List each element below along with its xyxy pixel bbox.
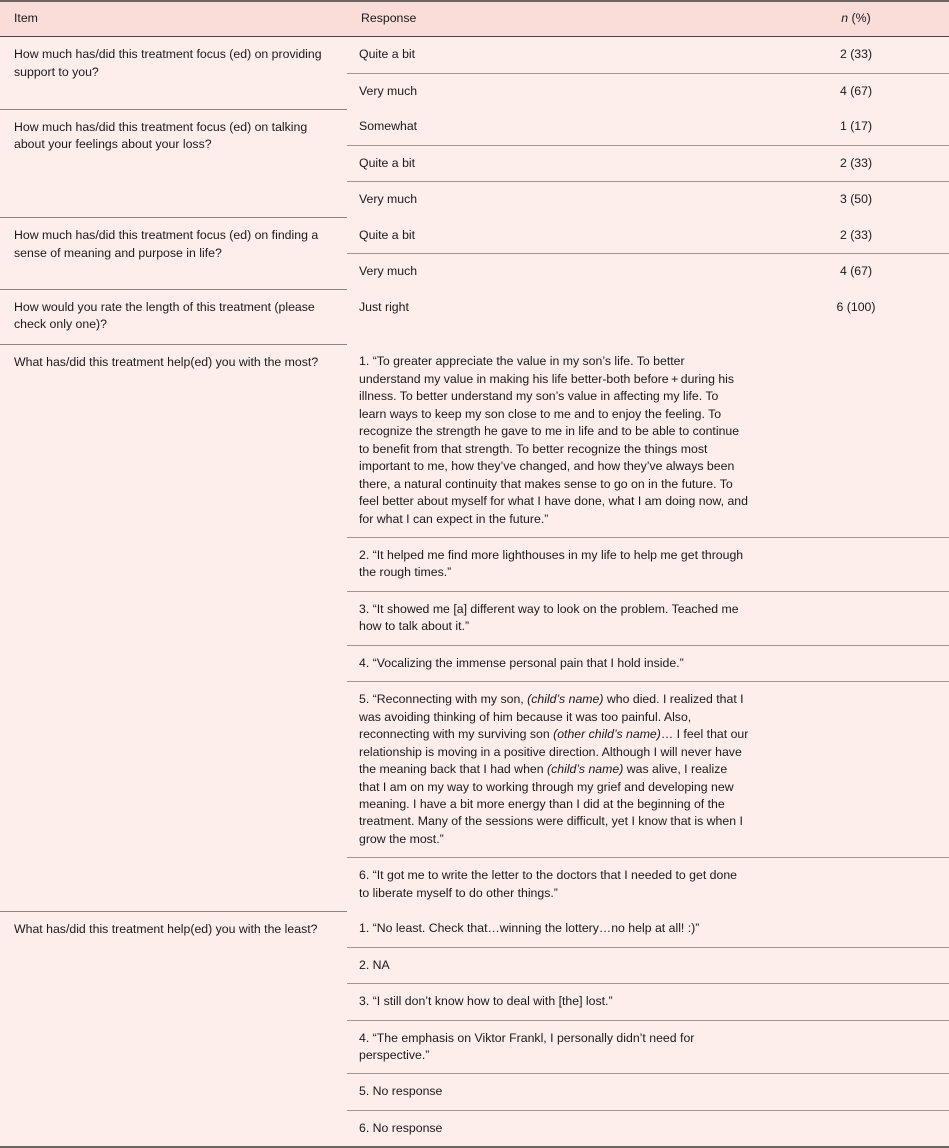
n-percent-cell	[763, 947, 949, 983]
n-percent-cell	[763, 591, 949, 645]
n-percent-cell	[763, 911, 949, 947]
table-header	[0, 2, 949, 37]
n-percent-cell	[763, 984, 949, 1020]
response-cell: Quite a bit	[347, 218, 763, 254]
response-cell: Quite a bit	[347, 37, 763, 73]
response-cell	[347, 1020, 763, 1074]
percent-label: (%)	[848, 11, 871, 25]
item-question-cell: How much has/did this treatment focus (ed) on providing support to you?	[0, 37, 347, 109]
n-percent-cell	[763, 682, 949, 858]
n-percent-cell: 6 (100)	[763, 290, 949, 345]
response-quote: 4. “Vocalizing the immense personal pain that I hold inside.”	[359, 655, 684, 670]
n-percent-cell: 4 (67)	[763, 73, 949, 109]
response-cell	[347, 591, 763, 645]
table-row	[0, 218, 949, 254]
response-cell: Very much	[347, 254, 763, 290]
item-question-cell: What has/did this treatment help(ed) you with the least?	[0, 911, 347, 1146]
n-symbol: n	[841, 11, 849, 25]
response-quote: 5. “Reconnecting with my son, (child’s name) who died. I realized that I was avoiding thinking of him because it was too painful. Also, reconnecting with my surviving son (other child’s name)… I feel that our relationship is moving in a positive direction. Although I will never have the meaning back that I had when (child’s name) was alive, I realize that I am on my way to working through my grief and developing new meaning. I have a bit more energy than I did at the beginning of the treatment. Many of the sessions were difficult, yet I know that is when I grow the most.”	[359, 692, 749, 846]
response-cell: Just right	[347, 290, 763, 345]
table-body	[0, 37, 949, 1147]
header-row	[0, 2, 949, 37]
n-percent-cell: 3 (50)	[763, 182, 949, 218]
table-row	[0, 37, 949, 73]
item-question-cell: How much has/did this treatment focus (ed) on finding a sense of meaning and purpose in life?	[0, 218, 347, 290]
response-cell	[347, 645, 763, 681]
response-cell: Quite a bit	[347, 145, 763, 181]
response-cell: Somewhat	[347, 109, 763, 145]
table-row	[0, 109, 949, 145]
response-cell	[347, 344, 763, 537]
response-cell	[347, 858, 763, 911]
response-quote: 1. “To greater appreciate the value in my son’s life. To better understand my value in making his life better-both before + during his illness. To better understand my son’s value in affecting my life. To learn ways to keep my son close to me and to enjoy the feeling. To recognize the strength he gave to me in life and to be able to continue to benefit from that strength. To better recognize the things most important to me, how they’ve changed, and how they’ve always been there, a natural continuity that makes sense to go on in the future. To feel better about myself for what I have done, what I am doing now, and for what I can expect in the future.”	[359, 354, 748, 526]
table-row	[0, 911, 949, 947]
n-percent-cell	[763, 1110, 949, 1146]
n-percent-cell	[763, 537, 949, 591]
response-cell: Very much	[347, 182, 763, 218]
treatment-feedback-table	[0, 2, 949, 1146]
response-quote: 3. “It showed me [a] different way to look on the problem. Teached me how to talk about it.”	[359, 601, 739, 634]
item-question-cell: How much has/did this treatment focus (ed) on talking about your feelings about your loss?	[0, 109, 347, 217]
column-header-item: Item	[0, 2, 347, 37]
n-percent-cell	[763, 858, 949, 911]
response-quote: 4. “The emphasis on Viktor Frankl, I personally didn’t need for perspective.”	[359, 1030, 695, 1063]
response-cell	[347, 911, 763, 947]
response-cell: Very much	[347, 73, 763, 109]
response-quote: 3. “I still don’t know how to deal with [the] lost.”	[359, 994, 613, 1009]
table-row	[0, 344, 949, 537]
response-quote: 2. NA	[359, 957, 390, 972]
column-header-response: Response	[347, 2, 763, 37]
response-cell	[347, 947, 763, 983]
response-quote: 6. “It got me to write the letter to the doctors that I needed to get done to liberate myself to do other things.”	[359, 868, 738, 900]
response-cell	[347, 1110, 763, 1146]
response-cell	[347, 1074, 763, 1110]
response-quote: 6. No response	[359, 1120, 443, 1135]
n-percent-cell: 2 (33)	[763, 37, 949, 73]
n-percent-cell	[763, 1074, 949, 1110]
column-header-n-percent	[763, 2, 949, 37]
n-percent-cell: 4 (67)	[763, 254, 949, 290]
item-question-cell: What has/did this treatment help(ed) you with the most?	[0, 344, 347, 911]
response-cell	[347, 682, 763, 858]
table-row	[0, 290, 949, 345]
response-quote: 2. “It helped me find more lighthouses in my life to help me get through the rough times.”	[359, 547, 744, 580]
n-percent-cell: 2 (33)	[763, 218, 949, 254]
n-percent-cell: 1 (17)	[763, 109, 949, 145]
response-quote: 1. “No least. Check that…winning the lottery…no help at all! :)”	[359, 921, 700, 936]
item-question-cell: How would you rate the length of this treatment (please check only one)?	[0, 290, 347, 345]
n-percent-cell: 2 (33)	[763, 145, 949, 181]
response-quote: 5. No response	[359, 1084, 443, 1099]
n-percent-cell	[763, 1020, 949, 1074]
n-percent-cell	[763, 645, 949, 681]
response-cell	[347, 537, 763, 591]
n-percent-cell	[763, 344, 949, 537]
response-cell	[347, 984, 763, 1020]
